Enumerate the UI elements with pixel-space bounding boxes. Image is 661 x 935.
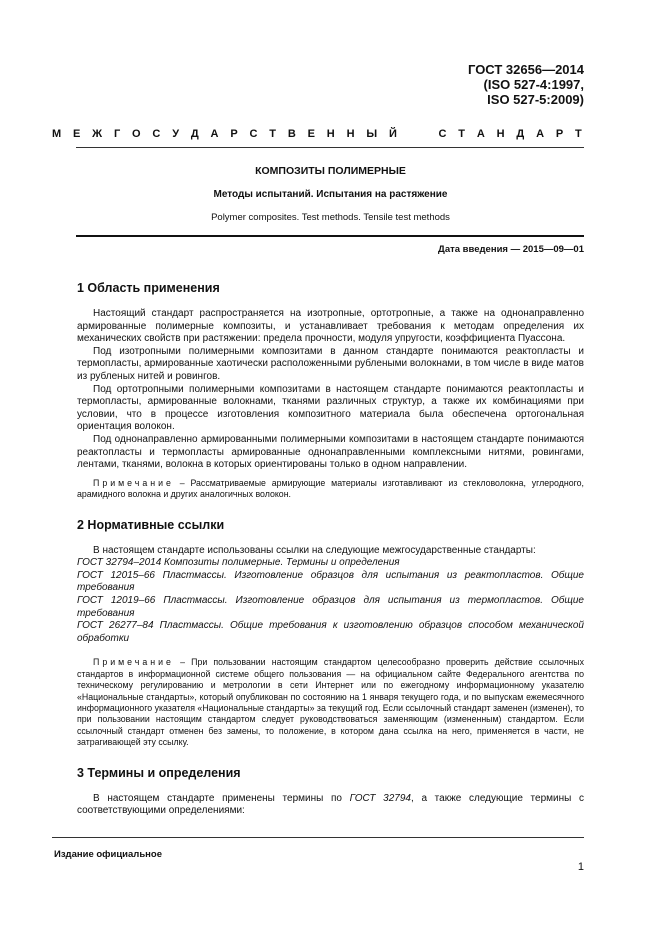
normative-reference: ГОСТ 12015–66 Пластмассы. Изготовление образцов для испытания из реактопластов. Общие требования [77,569,584,594]
banner-letter: Т [458,128,465,140]
banner-letter: В [287,128,296,140]
normative-reference: ГОСТ 12019–66 Пластмассы. Изготовление образцов для испытания из термопластов. Общие требования [77,594,584,619]
banner-letter: Р [555,128,564,140]
standard-code-line-3: ISO 527-5:2009) [487,92,584,107]
note-text: – При пользовании настоящим стандартом целесообразно проверить действие ссылочных стандартов в информационной системе общего пользования — на официальном сайте Федерального агентства по техническому регулированию и метрологии в сети Интернет или по ежегодному информационному указателю «Национальные стандарты», который опубликован по состоянию на 1 января текущего года, и по выпускам ежемесячного информационного указателя «Национальные стандарты» за текущий год. Если ссылочный стандарт заменен (изменен), то при пользовании настоящим стандартом следует руководствоваться заменяющим (измененным) стандартом. Если ссылочный стандарт отменен без замены, то положение, в котором дана ссылка на него, применяется в части, не затрагивающей эту ссылку. [77,657,584,748]
standard-code [468,62,584,107]
document-subtitle: Методы испытаний. Испытания на растяжение [213,189,448,200]
banner-letter: Н [346,128,355,140]
banner-letter [409,128,412,140]
standard-code-line-2: (ISO 527-4:1997, [483,77,584,92]
banner-letter: Р [230,128,238,140]
document-body [77,280,584,818]
banner-letter: Г [113,128,121,140]
section-3-reference: ГОСТ 32794 [349,792,411,804]
banner-letter: Ж [92,128,103,140]
section-2-intro: В настоящем стандарте использованы ссылки на следующие межгосударственные стандарты: [93,544,536,556]
banner-letter: О [132,128,141,140]
section-1-paragraph-1: Настоящий стандарт распространяется на изотропные, ортотропные, а также на однонаправленно армированные полимерные композиты, и устанавливает требования к методам определения их механических свойств при растяжении: предела прочности, модуля упругости, коэффициента Пуассона. [77,308,584,345]
title-divider [76,235,584,237]
banner-letter: М [52,128,62,140]
banner-letter: Т [269,128,277,140]
banner-letter: С [249,128,258,140]
banner-letter: Е [73,128,81,140]
page-number: 1 [577,861,584,873]
banner-letter: Д [516,128,525,140]
top-divider [76,147,584,148]
section-1-paragraph-2: Под изотропными полимерными композитами в данном стандарте понимаются реактопласты и термопласты, армированные хаотически расположенными рублеными волокнами, в том числе в виде матов из рубленых нитей и ровингов. [77,345,584,382]
document-title-english: Polymer composites. Test methods. Tensile test methods [211,212,450,223]
banner-letter: Е [307,128,315,140]
banner-letter: С [152,128,161,140]
section-2-heading: 2 Нормативные ссылки [77,517,225,532]
section-1-paragraph-4: Под однонаправленно армированными полимерными композитами в настоящем стандарте понимаются реактопласты и термопласты армированные однонаправленными комплексными нитями, ровингами, лентами, тканями, волокна в которых ориентированы только в одном направлении. [77,433,584,471]
note-label: Примечание [93,657,174,668]
section-2-note [77,657,584,748]
banner-letter: Т [575,128,582,140]
standard-code-line-1: ГОСТ 32656—2014 [468,62,584,77]
section-1-heading: 1 Область применения [77,281,220,295]
normative-reference: ГОСТ 32794–2014 Композиты полимерные. Термины и определения [77,557,400,569]
normative-reference: ГОСТ 26277–84 Пластмассы. Общие требования к изготовлению образцов способом механической обработки [77,620,584,644]
section-3-heading: 3 Термины и определения [77,765,241,780]
banner-letter: Й [388,128,397,140]
document-title: КОМПОЗИТЫ ПОЛИМЕРНЫЕ [255,165,406,177]
banner-letter: Н [496,128,505,140]
banner-letter: Н [326,128,335,140]
banner-letter: С [438,128,447,140]
banner-letter: У [172,128,180,140]
official-edition-label: Издание официальное [54,849,162,860]
footer-divider [52,837,584,838]
introduction-date: Дата введения — 2015—09—01 [438,244,584,255]
section-1-paragraph-3: Под ортотропными полимерными композитами в настоящем стандарте понимаются реактопласты и термопласты, армированные волокнами, тканями различных структур, а также их комбинациями при условии, что в процессе изготовления композитного материала была обеспечена ортогональная ориентация волокон. [77,383,584,433]
section-3-text-a: В настоящем стандарте применены термины по [93,792,350,804]
banner-letter: Ы [366,128,378,140]
banner-letter: А [476,128,485,140]
interstate-standard-banner [52,128,582,140]
note-label: Примечание [93,477,174,488]
section-3-paragraph-1 [77,793,584,818]
banner-letter: А [210,128,219,140]
note-text: – Рассматриваемые армирующие материалы изготавливают из стекловолокна, углеродного, арамидного волокна и других аналогичных волокон. [77,477,584,500]
section-1-note [77,478,584,501]
banner-letter [424,128,427,140]
banner-letter: А [536,128,545,140]
section-3-text-b: , а также следующие термины с соответствующими определениями: [77,792,584,817]
banner-letter: Д [190,128,199,140]
